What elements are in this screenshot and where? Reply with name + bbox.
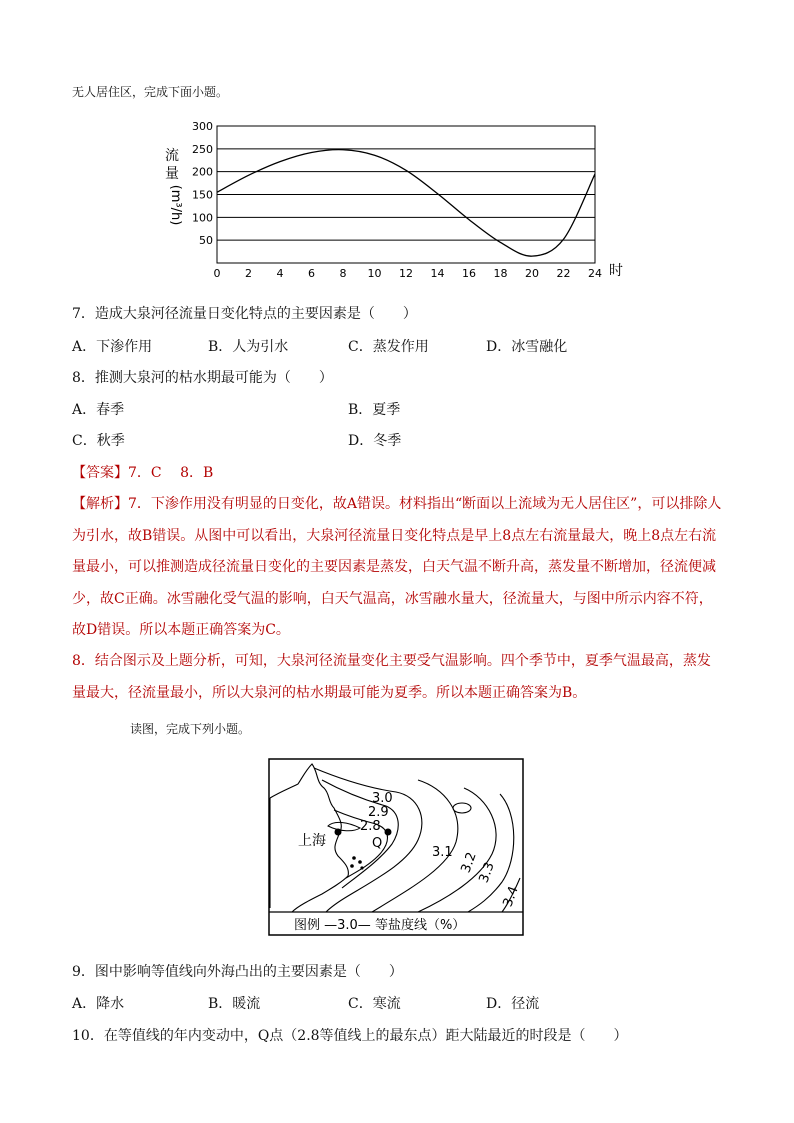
- q8-stem: 8．推测大泉河的枯水期最可能为（ ）: [72, 370, 333, 386]
- x-axis-label: 时: [609, 263, 623, 279]
- read-map-line: 读图，完成下列小题。: [130, 722, 251, 736]
- x-tick-2: 2: [245, 267, 252, 280]
- q7-option-b[interactable]: B．人为引水: [208, 339, 289, 355]
- chart-grid: [217, 126, 595, 240]
- x-tick-14: 14: [430, 267, 445, 280]
- q9-stem: 9．图中影响等值线向外海凸出的主要因素是（ ）: [72, 964, 403, 980]
- contour-label-2-8: 2.8: [360, 819, 381, 834]
- contour-label-3-0: 3.0: [372, 791, 393, 806]
- x-tick-10: 10: [367, 267, 382, 280]
- q8-option-a[interactable]: A．春季: [72, 402, 125, 418]
- y-axis-label-char-1: 流: [165, 148, 179, 164]
- q-point-label: Q: [372, 836, 383, 851]
- x-tick-6: 6: [308, 267, 315, 280]
- analysis-paragraph-2: 8．结合图示及上题分析，可知，大泉河径流量变化主要受气温影响。四个季节中，夏季气温最高，蒸发量最大，径流量最小，所以大泉河的枯水期最可能为夏季。所以本题正确答案为B。: [72, 653, 711, 701]
- shanghai-point: [335, 829, 342, 836]
- streamflow-chart: [150, 115, 650, 285]
- x-tick-labels: [214, 267, 603, 280]
- map-place-label: 上海: [298, 833, 326, 849]
- q10-stem: 10．在等值线的年内变动中，Q点（2.8等值线上的最东点）距大陆最近的时段是（ ）: [72, 1028, 628, 1044]
- analysis-text-1: 7．下渗作用没有明显的日变化，故A错误。材料指出“断面以上流域为无人居住区”，可以排除人为引水，故B错误。从图中可以看出，大泉河径流量日变化特点是早上8点左右流量最大，晚上8点左右流量最小，可以推测造成径流量日变化的主要因素是蒸发，白天气温不断升高，蒸发量不断增加，径流便减少，故C正确。冰雪融化受气温的影响，白天气温高，冰雪融水量大，径流量大，与图中所示内容不符，故D错误。所以本题正确答案为C。: [72, 496, 722, 638]
- q9-option-d[interactable]: D．径流: [486, 996, 540, 1012]
- q-point: [385, 829, 392, 836]
- y-axis-label-char-2: 量: [165, 166, 179, 182]
- y-tick-150: 150: [192, 188, 213, 202]
- y-tick-300: 300: [192, 120, 213, 133]
- x-tick-12: 12: [399, 267, 413, 280]
- analysis-paragraph-1: [72, 489, 722, 647]
- q7-stem: 7．造成大泉河径流量日变化特点的主要因素是（ ）: [72, 306, 417, 322]
- q9-option-b[interactable]: B．暖流: [208, 996, 261, 1012]
- answer-text: 7．C 8．B: [128, 465, 214, 481]
- q8-option-b[interactable]: B．夏季: [348, 402, 401, 418]
- y-tick-50: 50: [199, 234, 213, 248]
- y-tick-200: 200: [192, 165, 213, 179]
- x-tick-16: 16: [462, 267, 476, 280]
- q9-option-a[interactable]: A．降水: [72, 996, 125, 1012]
- x-tick-22: 22: [556, 267, 571, 280]
- q8-option-c[interactable]: C．秋季: [72, 433, 125, 449]
- x-tick-20: 20: [525, 267, 539, 280]
- x-tick-4: 4: [276, 267, 284, 280]
- y-axis-label-unit: (m³/h): [168, 184, 183, 226]
- x-tick-18: 18: [493, 267, 508, 280]
- x-tick-0: 0: [213, 267, 221, 280]
- answer-line: [72, 463, 213, 483]
- q7-option-a[interactable]: A．下渗作用: [72, 339, 153, 355]
- y-tick-labels: [192, 120, 213, 247]
- q7-option-d[interactable]: D．冰雪融化: [486, 339, 568, 355]
- q9-option-c[interactable]: C．寒流: [348, 996, 401, 1012]
- contour-label-3-4: 3.4: [500, 884, 522, 909]
- answer-tag: 【答案】: [72, 465, 128, 481]
- map-legend: 图例 —3.0— 等盐度线（%）: [294, 918, 466, 933]
- x-tick-24: 24: [588, 267, 602, 280]
- analysis-tag: 【解析】: [72, 496, 128, 512]
- q7-option-c[interactable]: C．蒸发作用: [348, 339, 429, 355]
- intro-line: 无人居住区，完成下面小题。: [72, 85, 229, 99]
- contour-label-3-1: 3.1: [432, 845, 453, 860]
- contour-label-3-3: 3.3: [476, 860, 498, 885]
- contour-label-2-9: 2.9: [368, 805, 389, 820]
- y-tick-100: 100: [192, 211, 213, 225]
- contour-label-3-2: 3.2: [458, 850, 480, 875]
- salinity-map: [268, 758, 524, 938]
- x-tick-8: 8: [339, 267, 347, 280]
- q8-option-d[interactable]: D．冬季: [348, 433, 402, 449]
- y-tick-250: 250: [192, 142, 213, 156]
